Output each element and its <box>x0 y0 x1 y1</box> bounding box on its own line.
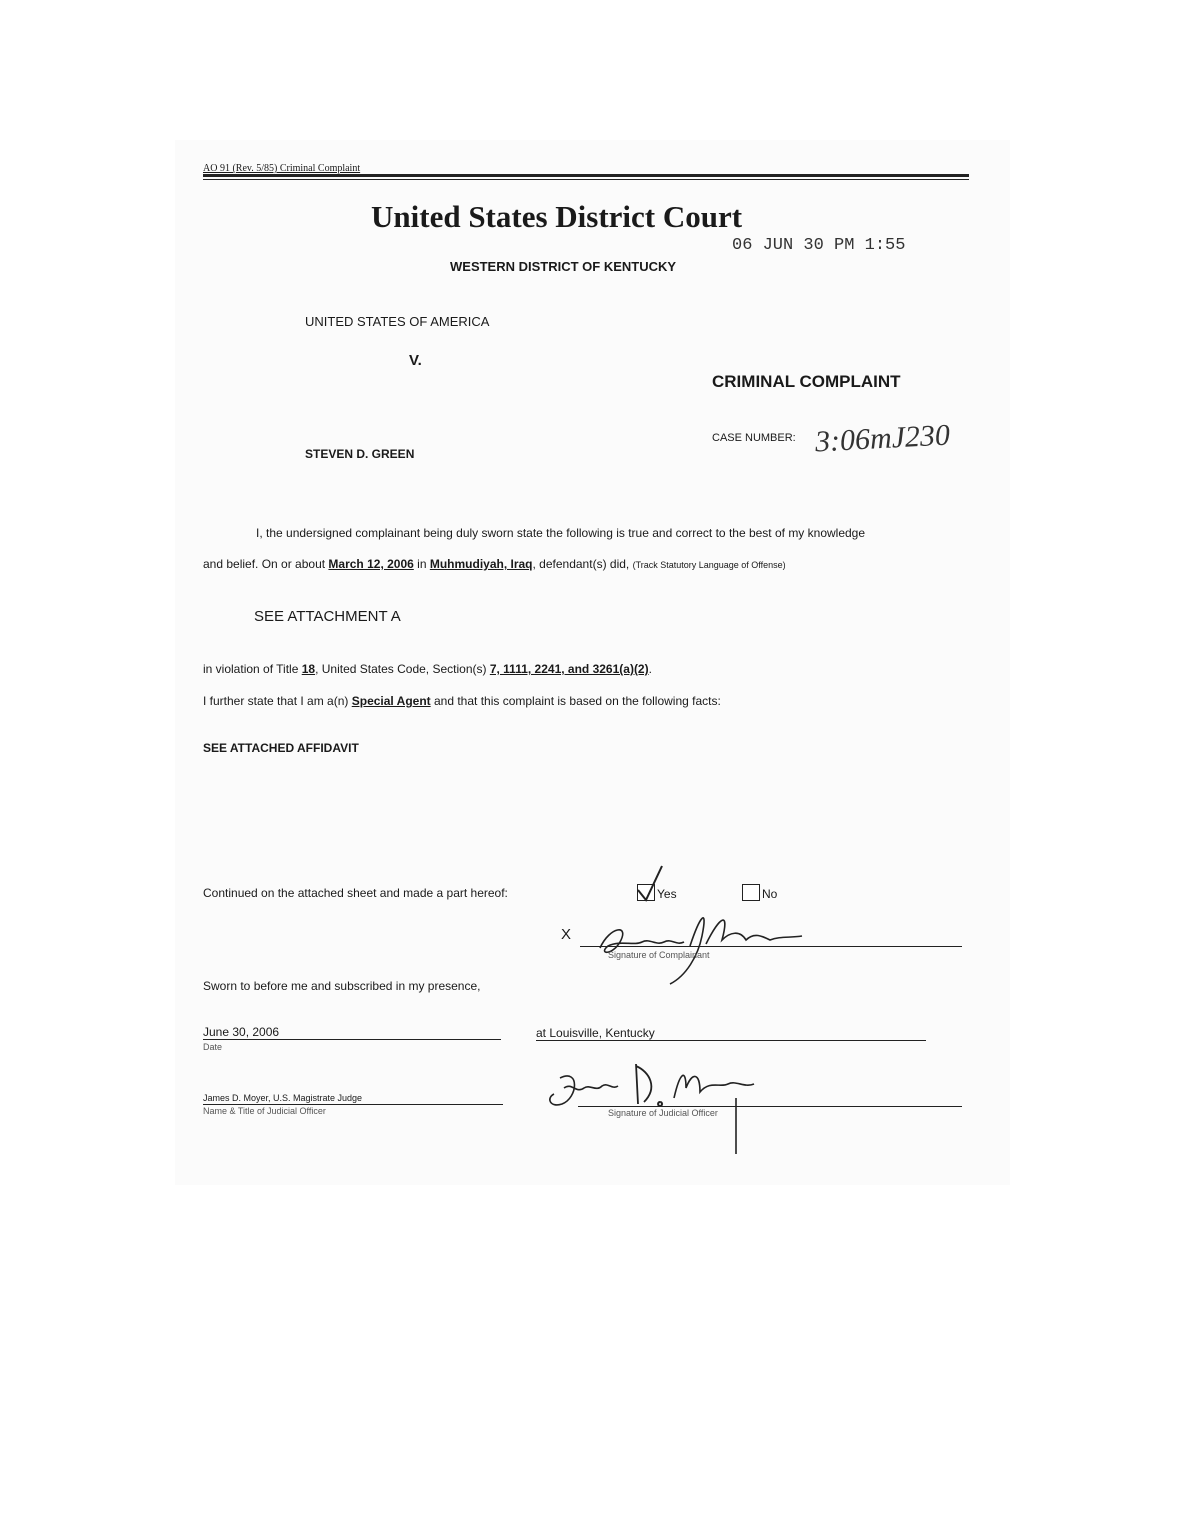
further-line: I further state that I am a(n) Special Agent and that this complaint is based on the following facts: <box>203 694 721 708</box>
complainant-signature-caption: Signature of Complainant <box>608 950 710 960</box>
defendant: STEVEN D. GREEN <box>305 447 415 461</box>
statement-line-1: I, the undersigned complainant being duly sworn state the following is true and correct to the best of my knowledge <box>256 526 866 540</box>
case-number-label: CASE NUMBER: <box>712 432 796 444</box>
judicial-officer-caption: Name & Title of Judicial Officer <box>203 1106 326 1116</box>
complainant-role: Special Agent <box>351 694 431 708</box>
violation-line: in violation of Title 18, United States Code, Section(s) 7, 1111, 2241, and 3261(a)(2). <box>203 662 652 676</box>
document-title: CRIMINAL COMPLAINT <box>712 372 901 391</box>
filed-stamp: 06 JUN 30 PM 1:55 <box>732 236 906 255</box>
case-number-handwritten: 3:06mJ230 <box>814 418 951 459</box>
yes-label: Yes <box>657 887 677 901</box>
complainant-signature-line <box>580 946 962 947</box>
judicial-signature-line <box>578 1106 962 1107</box>
judicial-signature-caption: Signature of Judicial Officer <box>608 1108 718 1118</box>
signature-mark: X <box>561 926 572 943</box>
place-value: at Louisville, Kentucky <box>536 1026 655 1040</box>
header-rule <box>203 174 969 177</box>
no-checkbox[interactable] <box>742 884 760 901</box>
offense-note: (Track Statutory Language of Offense) <box>632 560 786 570</box>
offense-location: Muhmudiyah, Iraq <box>429 557 533 571</box>
no-label: No <box>762 887 778 901</box>
judicial-officer-line <box>203 1104 503 1105</box>
district-name: WESTERN DISTRICT OF KENTUCKY <box>450 259 677 274</box>
continued-label: Continued on the attached sheet and made a part hereof: <box>203 886 508 900</box>
violation-sections: 7, 1111, 2241, and 3261(a)(2) <box>489 662 649 676</box>
versus: V. <box>409 352 422 369</box>
form-id: AO 91 (Rev. 5/85) Criminal Complaint <box>203 163 361 174</box>
violation-title: 18 <box>301 662 316 676</box>
judicial-officer-name: James D. Moyer, U.S. Magistrate Judge <box>203 1093 363 1103</box>
sworn-statement: Sworn to before me and subscribed in my presence, <box>203 979 481 993</box>
date-value: June 30, 2006 <box>203 1025 280 1039</box>
plaintiff: UNITED STATES OF AMERICA <box>305 314 490 329</box>
header-rule-thin <box>203 179 969 180</box>
attached-affidavit: SEE ATTACHED AFFIDAVIT <box>203 741 359 755</box>
place-line <box>536 1040 926 1041</box>
attachment-a: SEE ATTACHMENT A <box>254 608 401 625</box>
date-line <box>203 1039 501 1040</box>
date-caption: Date <box>203 1042 223 1052</box>
statement-line-2: and belief. On or about March 12, 2006 in Muhmudiyah, Iraq, defendant(s) did, (Track Statutory Language of Offense) <box>203 557 786 571</box>
offense-date: March 12, 2006 <box>328 557 414 571</box>
court-name: United States District Court <box>371 199 743 234</box>
